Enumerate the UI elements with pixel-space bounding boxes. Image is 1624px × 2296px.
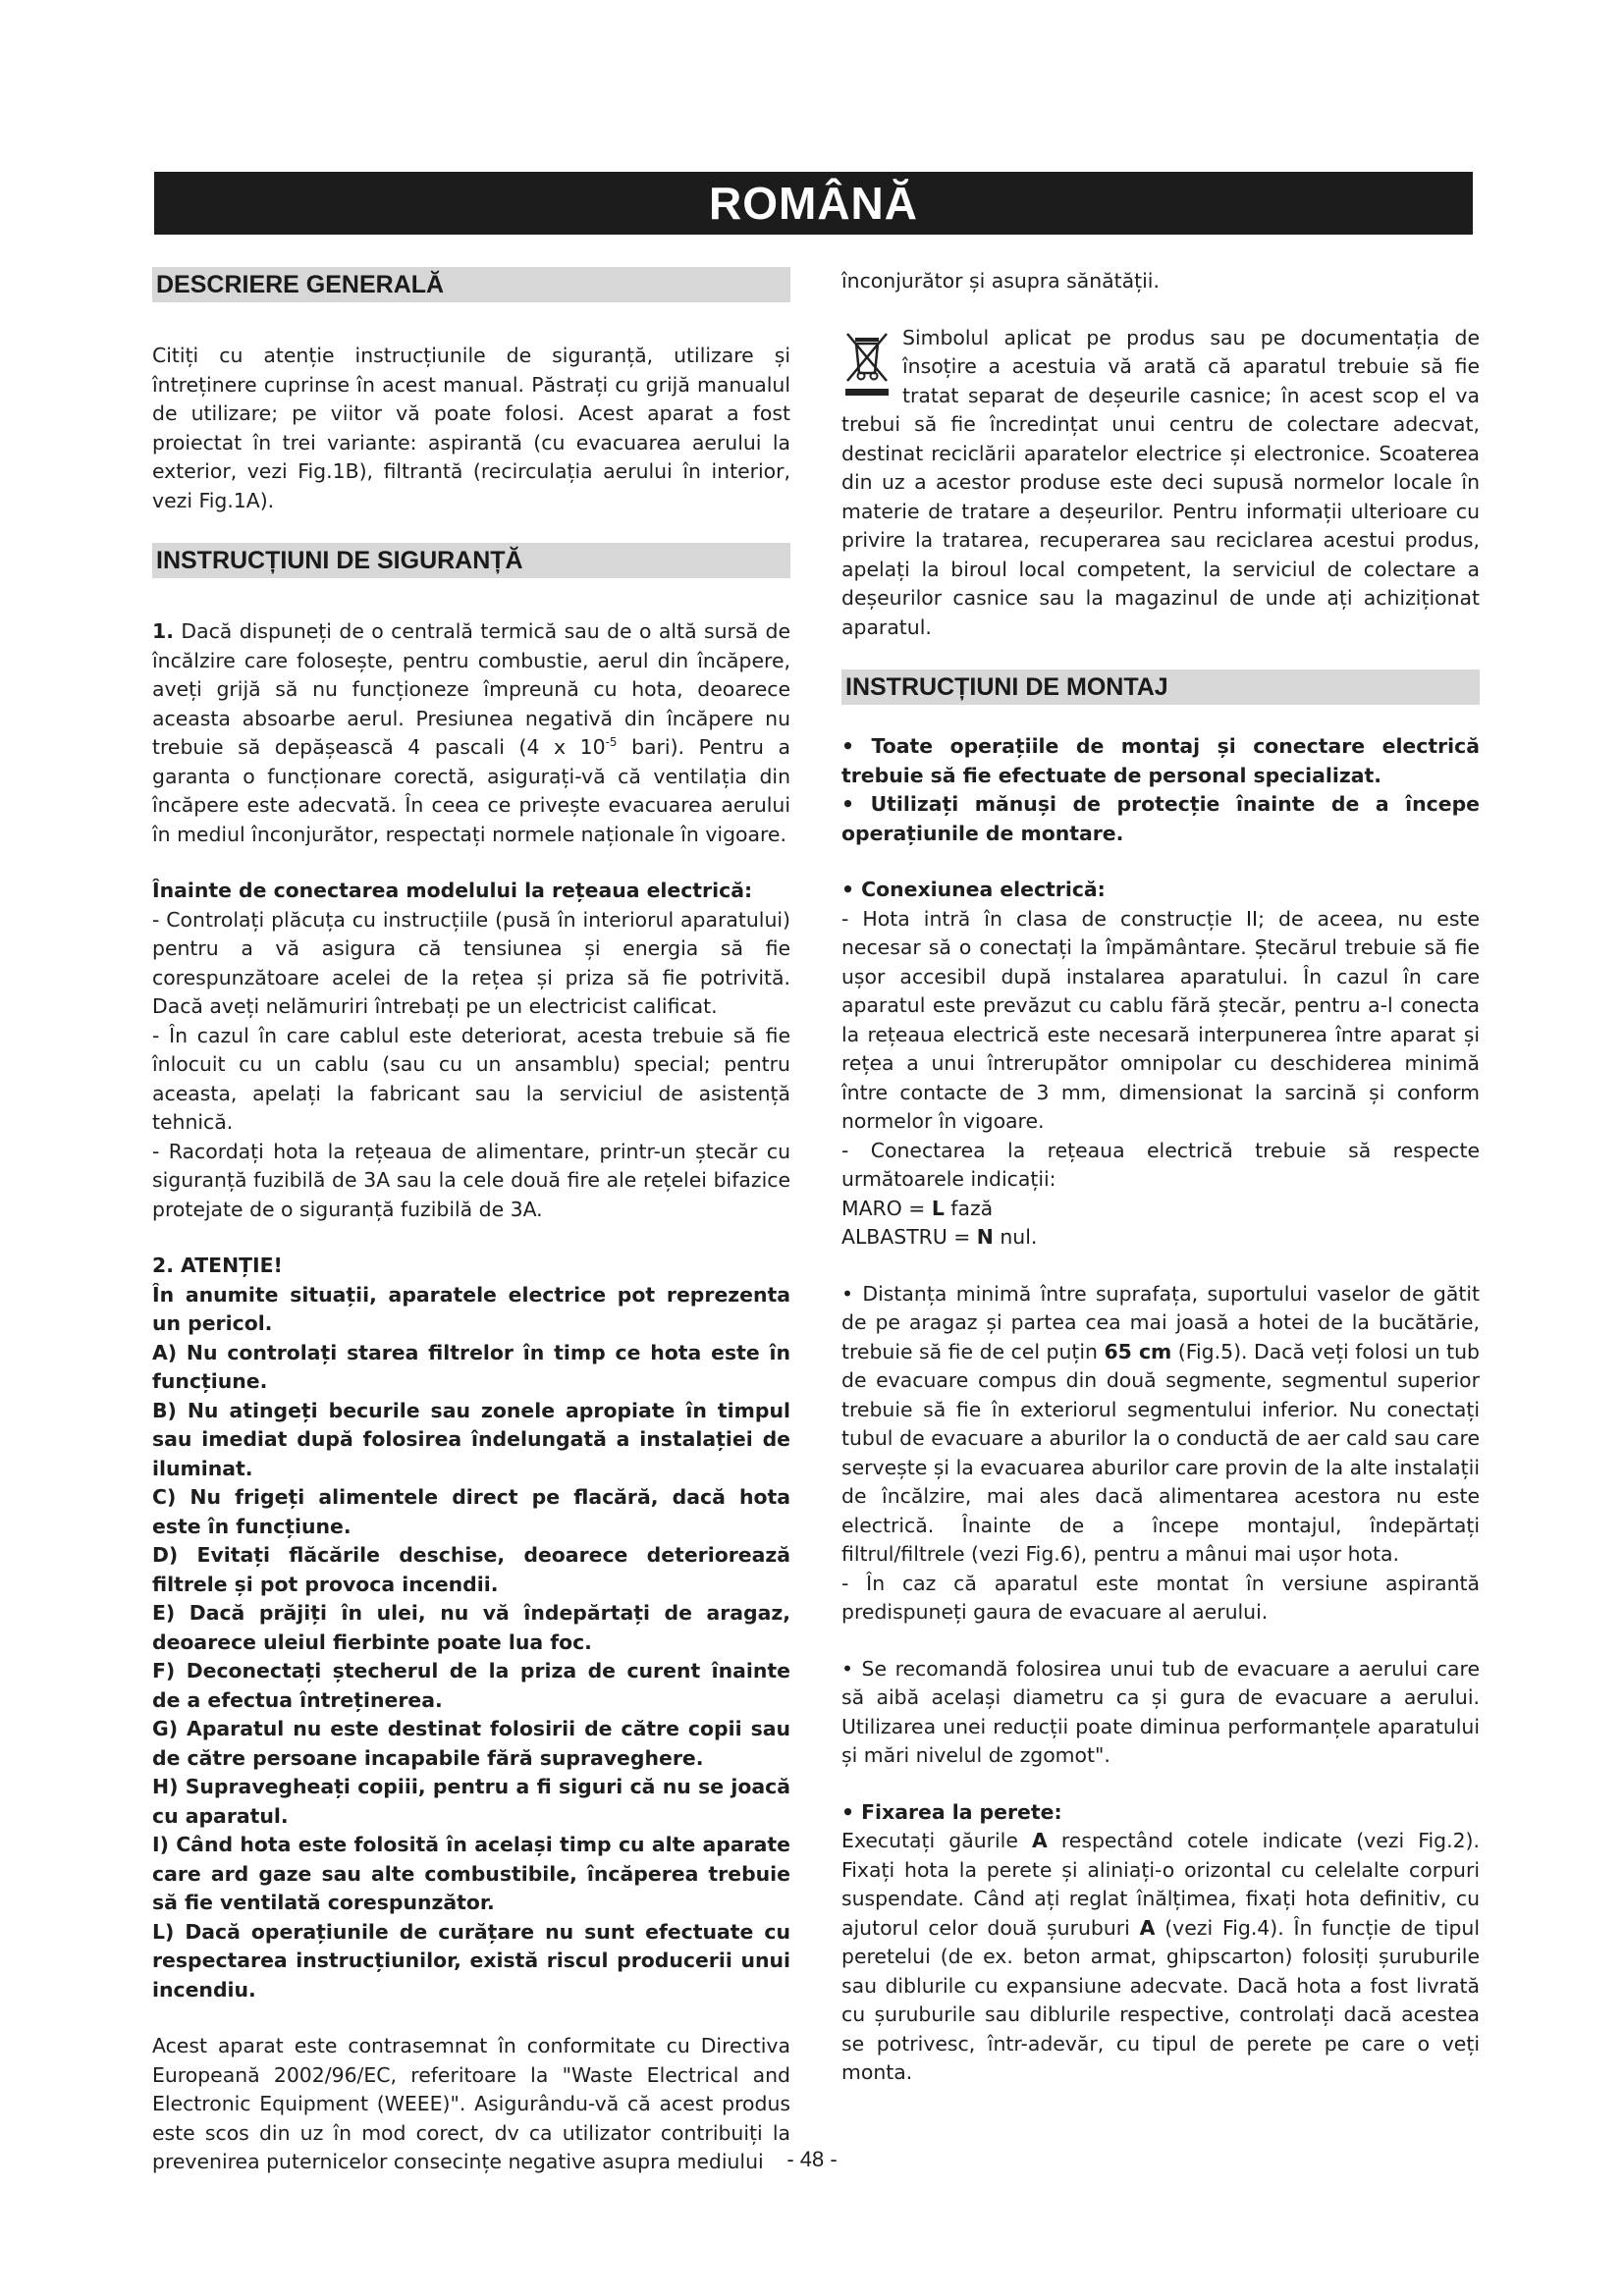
exhaust-tube-paragraph: • Se recomandă folosirea unui tub de evacuare a aerului care să aibă același diametru ca și gura de evacuare a aerului. Utilizarea unei reducții poate diminua performanțele aparatului și mări nivelul de zgomot".	[841, 1656, 1480, 1767]
installation-bullet-1: • Toate operațiile de montaj și conectare electrică trebuie să fie efectuate de personal specializat.	[841, 734, 1480, 787]
connection-item-3: - Racordați hota la rețeaua de alimentare, printr-un ștecăr cu siguranță fuzibilă de 3A sau la cele două fire ale rețelei bifazice protejate de o siguranță fuzibilă de 3A.	[152, 1139, 790, 1221]
wire-brown: MARO = L fază	[841, 1196, 994, 1220]
weee-directive-paragraph: Acest aparat este contrasemnat în conformitate cu Directiva Europeană 2002/96/EC, referitoare la "Waste Electrical and Electronic Equipment (WEEE)". Asigurându-vă că acest produs este scos din uz în mod corect, dv ca utilizator contribuiți la prevenirea puternicelor consecințe negative asupra mediului	[152, 2034, 790, 2173]
section-heading-general-description: DESCRIERE GENERALĂ	[152, 267, 790, 302]
attention-intro: În anumite situații, aparatele electrice pot reprezenta un pericol.	[152, 1282, 790, 1335]
right-column	[841, 267, 1480, 2088]
electrical-connection-heading: • Conexiunea electrică:	[841, 878, 1106, 901]
attention-title: 2. ATENȚIE!	[152, 1254, 283, 1277]
attention-item: F) Deconectați ștecherul de la priza de curent înainte de a efectua întreținerea.	[152, 1659, 790, 1712]
section-heading-safety-instructions: INSTRUCȚIUNI DE SIGURANȚĂ	[152, 543, 790, 578]
installation-bullet-2: • Utilizați mănuși de protecție înainte de a începe operațiunile de montare.	[841, 792, 1480, 845]
weee-symbol-block	[841, 324, 1480, 643]
attention-item: C) Nu frigeți alimentele direct pe flacără, dacă hota este în funcțiune.	[152, 1485, 790, 1538]
page-number: - 48 -	[786, 2147, 838, 2171]
section-heading-installation: INSTRUCȚIUNI DE MONTAJ	[841, 669, 1480, 705]
attention-item: G) Aparatul nu este destinat folosirii de către copii sau de către persoane incapabile fără supraveghere.	[152, 1717, 790, 1770]
connection-item-2: - În cazul în care cablul este deteriorat, acesta trebuie să fie înlocuit cu un cablu (sau cu un ansamblu) special; pentru aceasta, apelați la fabricant sau la serviciul de asistență tehnică.	[152, 1023, 790, 1134]
continued-text: înconjurător și asupra sănătății.	[841, 269, 1160, 293]
attention-item: D) Evitați flăcările deschise, deoarece deteriorează filtrele și pot provoca incendii.	[152, 1543, 790, 1596]
electrical-connection-indications: - Conectarea la rețeaua electrică trebuie să respecte următoarele indicații:	[841, 1138, 1480, 1191]
wall-fixing-paragraph: Executați găurile A respectând cotele indicate (vezi Fig.2). Fixați hota la perete și aliniați-o orizontal cu celelalte corpuri suspendate. Când ați reglat înălțimea, fixați hota definitiv, cu ajutorul celor două șuruburi A (vezi Fig.4). În funcție de tipul peretelui (de ex. beton armat, ghipscarton) folosiți șuruburile sau diblurile cu expansiune adecvate. Dacă hota a fost livrată cu șuruburile sau diblurile respective, controlați dacă acestea se potrivesc, într-adevăr, cu tipul de perete pe care o veți monta.	[841, 1829, 1480, 2084]
wall-fixing-heading: • Fixarea la perete:	[841, 1799, 1062, 1824]
safety-paragraph-1: 1. Dacă dispuneți de o centrală termică sau de o altă sursă de încălzire care folosește, pentru combustie, aerul din încăpere, aveți grijă să nu funcționeze împreună cu hota, deoarece aceasta absoarbe aerul. Presiunea negativă din încăpere nu trebuie să depășească 4 pascali (4 x $10^{-5}$ bari). Pentru a garanta o funcționare corectă, asigurați-vă că ventilația din încăpere este adecvată. În ceea ce privește evacuarea aerului în mediul înconjurător, respectați normele naționale în vigoare.	[152, 619, 791, 846]
connection-heading: Înainte de conectarea modelului la rețeaua electrică:	[152, 879, 753, 902]
weee-symbol-paragraph: Simbolul aplicat pe produs sau pe documentația de însoțire a acestuia vă arată că aparatul trebuie să fie tratat separat de deșeurile casnice; în acest scop el va trebui să fie încredințat unui centru de colectare adecvat, destinat reciclării aparatelor electrice și electronice. Scoaterea din uz a acestor produse este deci supusă normelor locale în materie de tratare a deșeurilor. Pentru informații ulterioare cu privire la tratarea, recuperarea sau reciclarea acestui produs, apelați la biroul local competent, la serviciul de colectare a deșeurilor casnice sau la magazinul de unde ați achiziționat aparatul.	[841, 325, 1480, 639]
attention-item: A) Nu controlați starea filtrelor în timp ce hota este în funcțiune.	[152, 1340, 790, 1393]
left-column	[152, 267, 790, 2177]
attention-item: L) Dacă operațiunile de curățare nu sunt efectuate cu respectarea instrucțiunilor, există riscul producerii unui incendiu.	[152, 1919, 790, 2002]
minimum-distance-paragraph: • Distanța minimă între suprafața, suportului vaselor de gătit de pe aragaz și partea cea mai joasă a hotei de la bucătărie, trebuie să fie de cel puțin 65 cm (Fig.5). Dacă veți folosi un tub de evacuare compus din două segmente, segmentul superior trebuie să fie în exteriorul segmentului inferior. Nu conectați tubul de evacuare a aburilor la o conductă de aer cald sau care servește și la evacuarea aburilor care provin de la alte instalații de încălzire, mai ales dacă alimentarea acestora nu este electrică. Înainte de a începe montajul, îndepărtați filtrul/filtrele (vezi Fig.6), pentru a mânui mai ușor hota.	[841, 1281, 1480, 1566]
language-banner	[154, 172, 1569, 235]
banner-title: ROMÂNĂ	[709, 178, 918, 229]
attention-item: E) Dacă prăjiți în ulei, nu vă îndepărtați de aragaz, deoarece uleiul fierbinte poate lua foc.	[152, 1601, 790, 1654]
connection-item-1: - Controlați plăcuța cu instrucțiile (pusă în interiorul aparatului) pentru a vă asigura că tensiunea și energia să fie corespunzătoare acelei de la rețea și priza să fie potrivită. Dacă aveți nelămuriri întrebați pe un electricist calificat.	[152, 907, 790, 1018]
aspirating-version-note: - În caz că aparatul este montat în versiune aspirantă predispuneți gaura de evacuare al aerului.	[841, 1571, 1480, 1624]
crossed-out-wheelie-bin-icon	[841, 328, 893, 399]
electrical-connection-paragraph: - Hota intră în clasa de construcție II; de aceea, nu este necesar să o conectați la împământare. Ștecărul trebuie să fie ușor accesibil după instalarea aparatului. În cazul în care aparatul este prevăzut cu cablu fără ștecăr, pentru a-l conecta la rețeaua electrică este necesară interpunerea între aparat și rețea a unui întrerupător omnipolar cu deschiderea minimă între contacte de 3 mm, dimensionat la sarcină și conform normelor în vigoare.	[841, 906, 1480, 1133]
language-badge: R	[1512, 182, 1606, 223]
attention-item: H) Supravegheați copiii, pentru a fi siguri că nu se joacă cu aparatul.	[152, 1775, 790, 1828]
general-description-paragraph: Citiți cu atenție instrucțiunile de siguranță, utilizare și întreținere cuprinse în acest manual. Păstrați cu grijă manualul de utilizare; pe viitor vă poate folosi. Acest aparat a fost proiectat în trei variante: aspirantă (cu evacuarea aerului la exterior, vezi Fig.1B), filtrantă (recirculația aerului în interior, vezi Fig.1A).	[152, 344, 790, 512]
wire-blue: ALBASTRU = N nul.	[841, 1225, 1038, 1249]
attention-item: B) Nu atingeți becurile sau zonele apropiate în timpul sau imediat după folosirea îndelungată a instalației de iluminat.	[152, 1398, 790, 1480]
item-number: 1.	[152, 619, 174, 643]
attention-item: I) Când hota este folosită în același timp cu alte aparate care ard gaze sau alte combustibile, încăperea trebuie să fie ventilată corespunzător.	[152, 1833, 790, 1914]
